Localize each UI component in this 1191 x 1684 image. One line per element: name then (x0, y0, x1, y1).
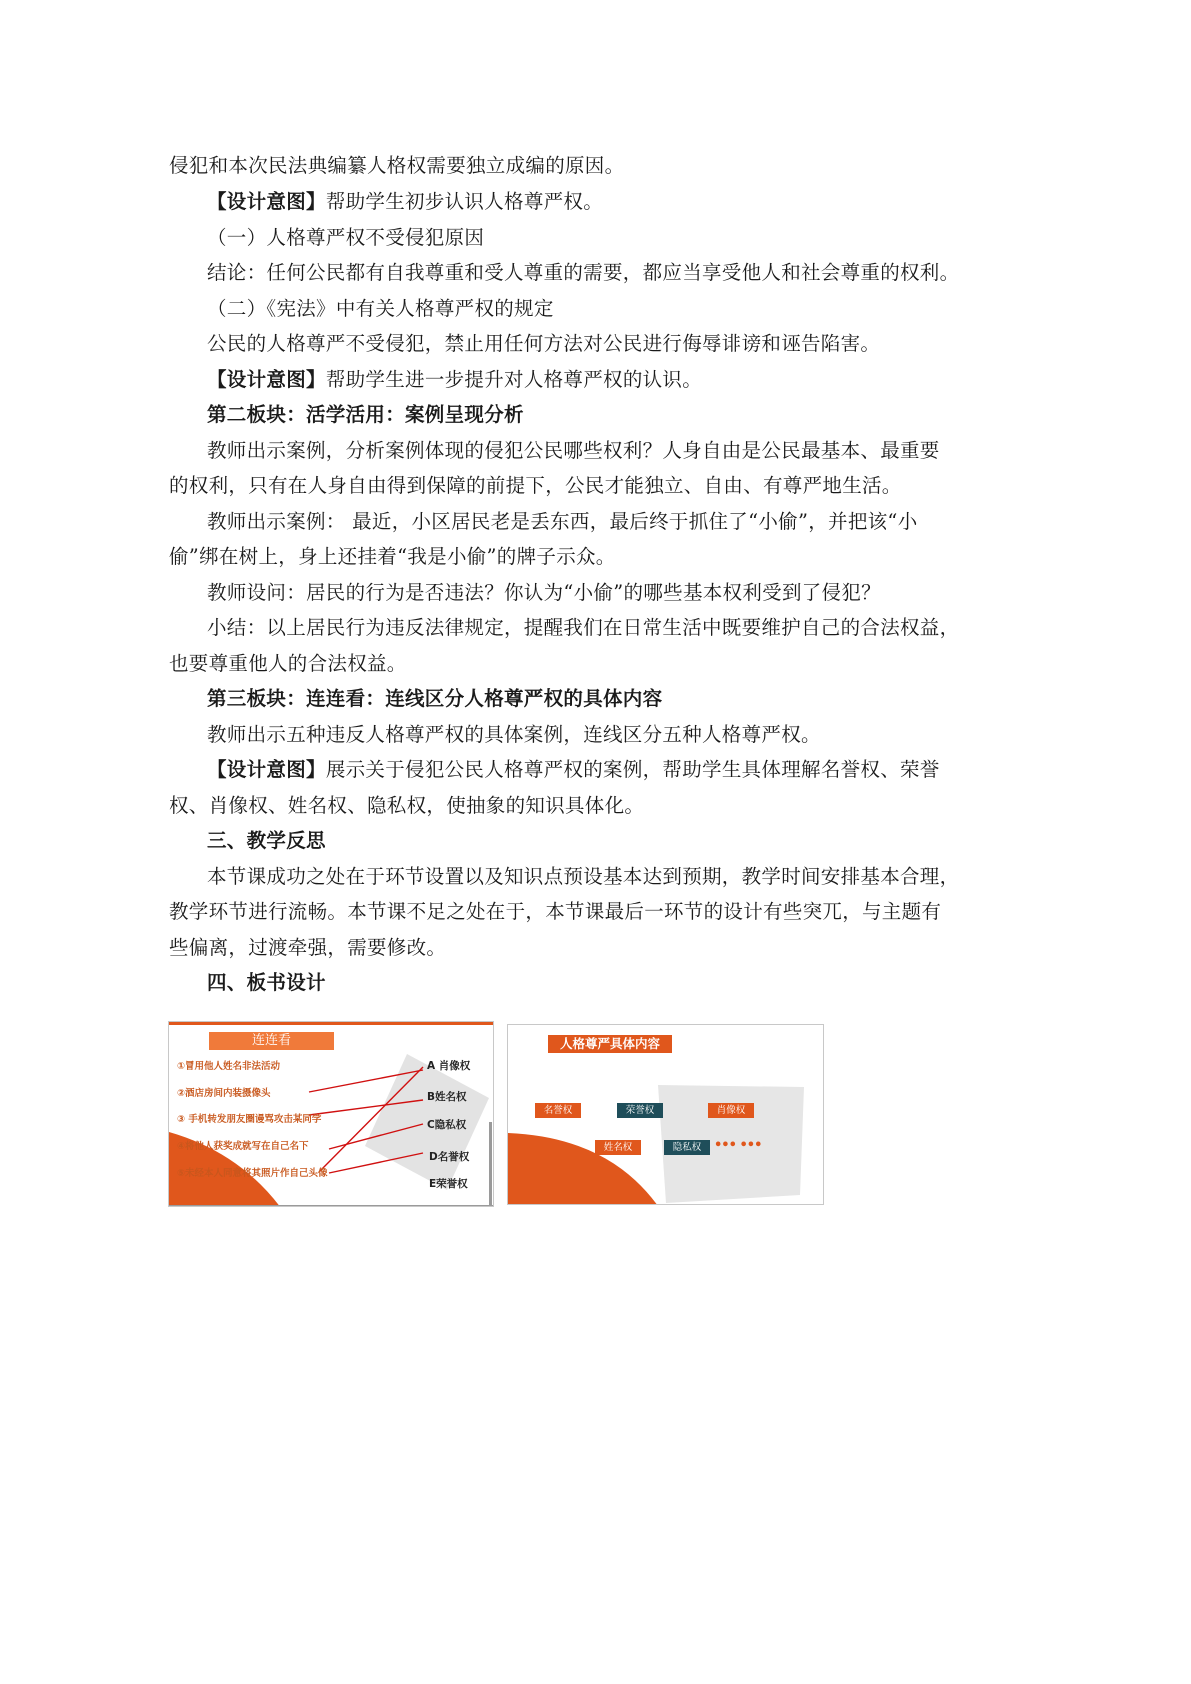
box-honor: 荣誉权 (617, 1103, 663, 1118)
paragraph-19-text: 权、肖像权、姓名权、隐私权，使抽象的知识具体化。 (169, 794, 645, 817)
paragraph-13-text: 教师设问：居民的行为是否违法？你认为“小偷”的哪些基本权利受到了侵犯？ (207, 581, 881, 604)
paragraph-3-text: （一）人格尊严权不受侵犯原因 (207, 226, 485, 249)
paragraph-14 (207, 614, 959, 642)
right-e-honor: E荣誉权 (429, 1178, 468, 1190)
paragraph-6-text: 公民的人格尊严不受侵犯，禁止用任何方法对公民进行侮辱诽谤和诬告陷害。 (207, 332, 881, 355)
design-intent-label: 【设计意图】 (207, 368, 326, 391)
paragraph-10-text: 的权利，只有在人身自由得到保障的前提下，公民才能独立、自由、有尊严地生活。 (169, 474, 902, 497)
paragraph-1 (169, 152, 624, 180)
case-4: ④将他人获奖成就写在自己名下 (177, 1141, 309, 1152)
slide-dignity-content (507, 1024, 824, 1205)
paragraph-18 (207, 756, 940, 784)
paragraph-11-text: 教师出示案例： 最近，小区居民老是丢东西，最后终于抓住了“小偷”，并把该“小 (207, 510, 918, 533)
ellipsis-more: ••• ••• (714, 1138, 762, 1153)
slide-matching-shadow-right (489, 1122, 492, 1207)
paragraph-15 (169, 650, 407, 678)
paragraph-1-text: 侵犯和本次民法典编纂人格权需要独立成编的原因。 (169, 154, 625, 177)
design-intent-label: 【设计意图】 (207, 758, 326, 781)
paragraph-6 (207, 330, 880, 358)
slide-dignity-title: 人格尊严具体内容 (548, 1035, 672, 1053)
case-1: ①冒用他人姓名非法活动 (177, 1061, 281, 1072)
paragraph-12 (169, 543, 616, 571)
section-heading-2-text: 第二板块：活学活用：案例呈现分析 (207, 403, 524, 426)
box-reputation: 名誉权 (535, 1103, 581, 1118)
box-name: 姓名权 (595, 1140, 641, 1155)
paragraph-10 (169, 472, 902, 500)
case-2: ②酒店房间内装摄像头 (177, 1088, 271, 1099)
paragraph-9 (207, 437, 940, 465)
box-privacy: 隐私权 (664, 1140, 710, 1155)
paragraph-17-text: 教师出示五种违反人格尊严权的具体案例，连线区分五种人格尊严权。 (207, 723, 821, 746)
section-heading-reflection (207, 827, 326, 855)
slide-matching (168, 1021, 494, 1207)
paragraph-4-text: 结论：任何公民都有自我尊重和受人尊重的需要，都应当享受他人和社会尊重的权利。 (207, 261, 960, 284)
top-orange-strip (169, 1022, 494, 1025)
paragraph-7 (207, 366, 702, 394)
paragraph-19 (169, 792, 644, 820)
section-heading-3-text: 第三板块：连连看：连线区分人格尊严权的具体内容 (207, 687, 663, 710)
paragraph-22-text: 教学环节进行流畅。本节课不足之处在于，本节课最后一环节的设计有些突兀，与主题有 (169, 900, 942, 923)
section-heading-reflection-text: 三、教学反思 (207, 829, 326, 852)
section-heading-board (207, 969, 326, 997)
paragraph-2-text: 帮助学生初步认识人格尊严权。 (325, 190, 604, 213)
paragraph-9-text: 教师出示案例，分析案例体现的侵犯公民哪些权利？人身自由是公民最基本、最重要 (207, 439, 940, 462)
slide-matching-shadow-bottom (169, 1205, 494, 1207)
paragraph-15-text: 也要尊重他人的合法权益。 (169, 652, 407, 675)
box-portrait: 肖像权 (708, 1103, 754, 1118)
paragraph-7-text: 帮助学生进一步提升对人格尊严权的认识。 (325, 368, 703, 391)
paragraph-5-text: （二）《宪法》中有关人格尊严权的规定 (207, 297, 554, 320)
paragraph-12-text: 偷”绑在树上，身上还挂着“我是小偷”的牌子示众。 (169, 545, 616, 568)
paragraph-13 (207, 579, 881, 607)
section-heading-3 (207, 685, 662, 713)
paragraph-11 (207, 508, 918, 536)
case-3: ③ 手机转发朋友圈谩骂攻击某同学 (177, 1114, 322, 1125)
case-5: ⑤未经本人同意将其照片作自己头像 (177, 1168, 328, 1179)
paragraph-17 (207, 721, 821, 749)
paragraph-23 (169, 934, 446, 962)
right-c-privacy: C隐私权 (427, 1119, 467, 1131)
paragraph-4 (207, 259, 959, 287)
paragraph-21 (207, 863, 959, 891)
section-heading-board-text: 四、板书设计 (207, 971, 326, 994)
paragraph-2 (207, 188, 603, 216)
paragraph-22 (169, 898, 941, 926)
section-heading-2 (207, 401, 524, 429)
paragraph-14-text: 小结：以上居民行为违反法律规定，提醒我们在日常生活中既要维护自己的合法权益， (207, 616, 960, 639)
paragraph-23-text: 些偏离，过渡牵强，需要修改。 (169, 936, 447, 959)
paragraph-5 (207, 295, 554, 323)
paragraph-3 (207, 224, 484, 252)
right-b-name: B姓名权 (427, 1091, 467, 1103)
right-a-portrait: A 肖像权 (427, 1060, 471, 1072)
design-intent-label: 【设计意图】 (207, 190, 326, 213)
paragraph-18-text: 展示关于侵犯公民人格尊严权的案例，帮助学生具体理解名誉权、荣誉 (325, 758, 940, 781)
paragraph-21-text: 本节课成功之处在于环节设置以及知识点预设基本达到预期，教学时间安排基本合理， (207, 865, 960, 888)
right-d-reputation: D名誉权 (429, 1151, 470, 1163)
slide-matching-title: 连连看 (209, 1032, 334, 1050)
